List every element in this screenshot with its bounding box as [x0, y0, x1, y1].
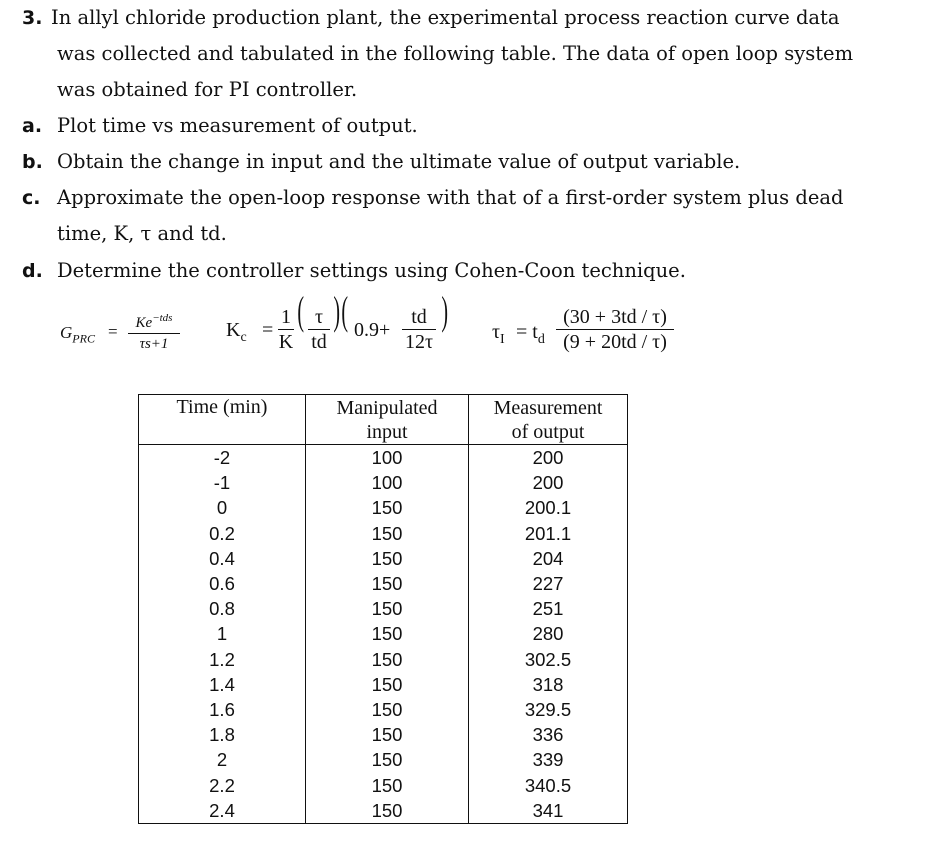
manipulated-input-cell: 150 [306, 495, 469, 520]
manipulated-input-cell: 150 [306, 798, 469, 824]
time-cell: -1 [139, 470, 306, 495]
taui-equation: $\tau_I$ = $t_d$ (30 + 3td / τ) (9 + 20td / τ) [492, 304, 692, 364]
manipulated-input-cell: 100 [306, 445, 469, 471]
part-d: d. Determine the controller settings using Cohen-Coon technique. [22, 259, 686, 282]
manipulated-input-cell: 150 [306, 621, 469, 646]
question-line-3: was obtained for PI controller. [57, 78, 358, 101]
question-line-1 [0, 6, 931, 42]
table-row [139, 470, 628, 495]
question-line-2: was collected and tabulated in the following table. The data of open loop system [57, 42, 854, 65]
header-manipulated-input: Manipulated input [306, 395, 469, 445]
time-cell: 2.2 [139, 773, 306, 798]
measurement-cell: 336 [469, 722, 628, 747]
table-row [139, 495, 628, 520]
manipulated-input-cell: 150 [306, 747, 469, 772]
table-row [139, 445, 628, 471]
gprc-equation: $G_{PRC}$ = $Ke^{-tds}$ τs+1 [60, 309, 190, 357]
table-row [139, 546, 628, 571]
question-number: 3. [22, 7, 43, 29]
time-cell: 1.2 [139, 647, 306, 672]
table-row [139, 647, 628, 672]
measurement-cell: 200 [469, 445, 628, 471]
measurement-cell: 251 [469, 596, 628, 621]
time-cell: 0.4 [139, 546, 306, 571]
table-row [139, 773, 628, 798]
table-row [139, 621, 628, 646]
table-row [139, 747, 628, 772]
manipulated-input-cell: 150 [306, 722, 469, 747]
table-row [139, 798, 628, 824]
measurement-cell: 341 [469, 798, 628, 824]
time-cell: 2.4 [139, 798, 306, 824]
manipulated-input-cell: 150 [306, 672, 469, 697]
measurement-cell: 200.1 [469, 495, 628, 520]
measurement-cell: 204 [469, 546, 628, 571]
measurement-cell: 302.5 [469, 647, 628, 672]
table-row [139, 697, 628, 722]
header-measurement: Measurement of output [469, 395, 628, 445]
table-row [139, 672, 628, 697]
table-row [139, 521, 628, 546]
time-cell: 2 [139, 747, 306, 772]
measurement-cell: 340.5 [469, 773, 628, 798]
time-cell: 0.2 [139, 521, 306, 546]
manipulated-input-cell: 150 [306, 521, 469, 546]
manipulated-input-cell: 150 [306, 571, 469, 596]
manipulated-input-cell: 150 [306, 773, 469, 798]
table-row [139, 571, 628, 596]
measurement-cell: 329.5 [469, 697, 628, 722]
manipulated-input-cell: 150 [306, 596, 469, 621]
header-time: Time (min) [139, 395, 306, 445]
time-cell: 0.6 [139, 571, 306, 596]
time-cell: 0.8 [139, 596, 306, 621]
table-row [139, 722, 628, 747]
cut-off-text-line [60, 822, 740, 832]
time-cell: 1.4 [139, 672, 306, 697]
part-c: c. Approximate the open-loop response with that of a first-order system plus dead [22, 186, 844, 209]
measurement-cell: 201.1 [469, 521, 628, 546]
measurement-cell: 200 [469, 470, 628, 495]
measurement-cell: 227 [469, 571, 628, 596]
data-table [138, 394, 628, 824]
measurement-cell: 339 [469, 747, 628, 772]
manipulated-input-cell: 150 [306, 697, 469, 722]
time-cell: 0 [139, 495, 306, 520]
kc-equation: $K_c$ = 1 K ( τ td ) ( 0.9+ td 12τ ) [226, 288, 448, 353]
measurement-cell: 280 [469, 621, 628, 646]
time-cell: 1.8 [139, 722, 306, 747]
table-row [139, 596, 628, 621]
time-cell: 1.6 [139, 697, 306, 722]
manipulated-input-cell: 150 [306, 647, 469, 672]
part-b: b. Obtain the change in input and the ultimate value of output variable. [22, 150, 741, 173]
time-cell: 1 [139, 621, 306, 646]
question-text: In allyl chloride production plant, the experimental process reaction curve data [51, 6, 840, 29]
manipulated-input-cell: 100 [306, 470, 469, 495]
measurement-cell: 318 [469, 672, 628, 697]
part-c-continuation: time, K, τ and td. [57, 222, 227, 245]
part-a: a. Plot time vs measurement of output. [22, 114, 418, 137]
manipulated-input-cell: 150 [306, 546, 469, 571]
time-cell: -2 [139, 445, 306, 471]
